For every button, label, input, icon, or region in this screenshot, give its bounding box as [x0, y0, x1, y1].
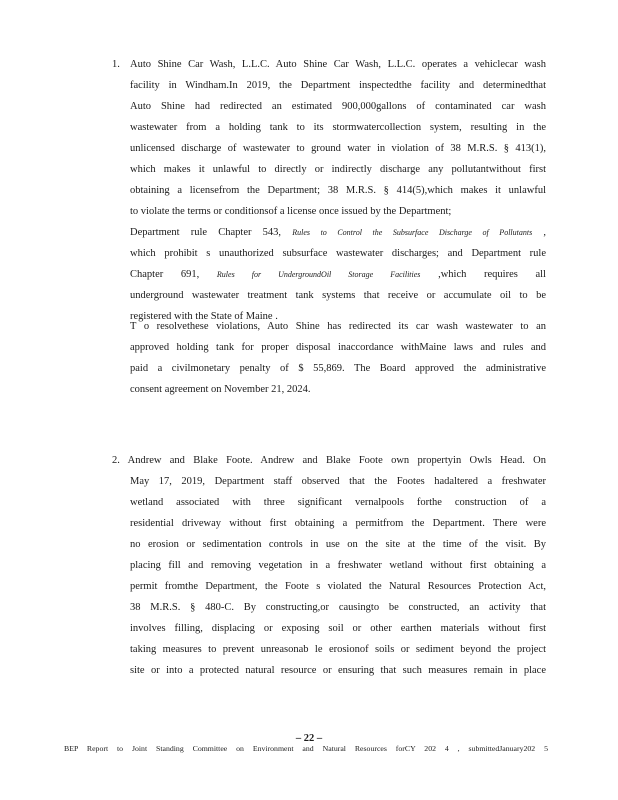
text-line: 2. Andrew and Blake Foote. Andrew and Blake Foote own propertyin Owls Head. On — [112, 455, 546, 466]
auto-shine-resolution-paragraph — [130, 316, 546, 400]
text-line: obtaining a licensefrom the Department; 38 M.R.S. § 414(5),which makes it unlawful — [130, 185, 546, 196]
auto-shine-paragraph — [130, 54, 546, 327]
rule-543-suffix: , — [543, 227, 546, 238]
rule-691-line — [130, 264, 546, 285]
text-line: May 17, 2019, Department staff observed that the Footes hadaltered a freshwater — [130, 476, 546, 487]
text-line: site or into a protected natural resource or ensuring that such measures remain in place — [130, 665, 546, 676]
text-line: wetland associated with three significant vernalpools forthe construction of a — [130, 497, 546, 508]
rule-691-suffix: ,which requires all — [438, 269, 546, 280]
rule-691-prefix: Chapter 691, — [130, 269, 200, 280]
text-line: approved holding tank for proper disposal inaccordance withMaine laws and rules and — [130, 342, 546, 353]
text-line: Auto Shine Car Wash, L.L.C. Auto Shine Car Wash, L.L.C. operates a vehiclecar wash — [130, 59, 546, 70]
text-line: T o resolvethese violations, Auto Shine has redirected its car wash wastewater to an — [130, 321, 546, 332]
text-line: residential driveway without first obtaining a permitfrom the Department. There were — [130, 518, 546, 529]
text-line: paid a civilmonetary penalty of $ 55,869. The Board approved the administrative — [130, 363, 546, 374]
item-number: 1. — [112, 59, 120, 70]
text-line: permit fromthe Department, the Foote s violated the Natural Resources Protection Act, — [130, 581, 546, 592]
text-line: taking measures to prevent unreasonab le erosionof soils or sediment beyond the project — [130, 644, 546, 655]
text-line: registered with the State of Maine . — [130, 311, 278, 322]
text-line: consent agreement on November 21, 2024. — [130, 384, 311, 395]
page-footer: BEP Report to Joint Standing Committee on Environment and Natural Resources forCY 202 4 , submittedJanuary202 5 — [64, 744, 548, 753]
text-line: Auto Shine had redirected an estimated 900,000gallons of contaminated car wash — [130, 101, 546, 112]
rule-543-line — [130, 222, 546, 243]
text-line: which makes it unlawful to directly or indirectly discharge any pollutantwithout first — [130, 164, 546, 175]
text-line: facility in Windham.In 2019, the Department inspectedthe facility and determinedthat — [130, 80, 546, 91]
rule-543-title: Rules to Control the Subsurface Discharge of Pollutants — [292, 228, 533, 237]
text-line: unlicensed discharge of wastewater to ground water in violation of 38 M.R.S. § 413(1), — [130, 143, 546, 154]
page-number: – 22 – — [295, 733, 323, 744]
text-line: wastewater from a holding tank to its stormwatercollection system, resulting in the — [130, 122, 546, 133]
text-line: no erosion or sedimentation controls in use on the site at the time of the visit. By — [130, 539, 546, 550]
text-line: underground wastewater treatment tank systems that receive or accumulate oil to be — [130, 290, 546, 301]
text-line: to violate the terms or conditionsof a license once issued by the Department; — [130, 206, 452, 217]
rule-543-prefix: Department rule Chapter 543, — [130, 227, 282, 238]
text-line: placing fill and removing vegetation in a freshwater wetland without first obtaining a — [130, 560, 546, 571]
text-line: involves filling, displacing or exposing soil or other earthen materials without first — [130, 623, 546, 634]
rule-691-title: Rules for UndergroundOil Storage Facilities — [216, 270, 421, 279]
text-line: which prohibit s unauthorized subsurface wastewater discharges; and Department rule — [130, 248, 546, 259]
text-line: 38 M.R.S. § 480-C. By constructing,or causingto be constructed, an activity that — [130, 602, 546, 613]
foote-paragraph — [112, 450, 546, 681]
